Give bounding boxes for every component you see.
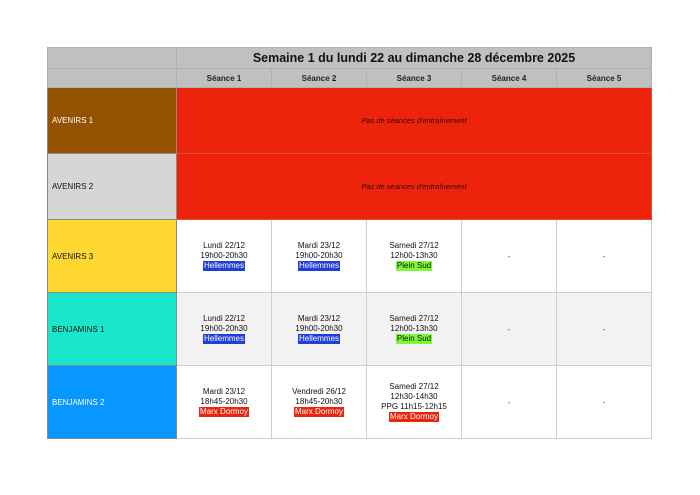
venue-badge: Hellemmes (203, 261, 244, 270)
header-corner-cell (48, 48, 177, 69)
session-day: Mardi 23/12 (297, 314, 341, 323)
session-day: Samedi 27/12 (389, 382, 439, 391)
session-day: Mardi 23/12 (202, 387, 246, 396)
session-cell (272, 293, 367, 366)
title-row (48, 48, 652, 69)
venue-badge: Hellemmes (298, 334, 339, 343)
venue-badge: Hellemmes (298, 261, 339, 270)
session-cell (177, 220, 272, 293)
session-day: Lundi 22/12 (203, 314, 245, 323)
week-title: Semaine 1 du lundi 22 au dimanche 28 décembre 2025 (177, 48, 652, 69)
session-time: 18h45-20h30 (200, 397, 248, 406)
session-day: Lundi 22/12 (203, 241, 245, 250)
session-time: 12h00-13h30 (390, 251, 438, 260)
session-time: 19h00-20h30 (200, 251, 248, 260)
no-session-cell: Pas de séances d'entraînement (177, 154, 652, 220)
seance-header-4: Séance 4 (462, 69, 557, 88)
header-corner-cell (48, 69, 177, 88)
session-day: Vendredi 26/12 (292, 387, 346, 396)
venue-badge: Hellemmes (203, 334, 244, 343)
empty-session-cell: - (462, 220, 557, 293)
group-label: AVENIRS 3 (48, 220, 177, 293)
empty-session-cell: - (462, 366, 557, 439)
venue-badge: Plein Sud (396, 334, 432, 343)
group-row-benjamins-1 (48, 293, 652, 366)
group-row-avenirs-1 (48, 88, 652, 154)
session-time: 12h00-13h30 (390, 324, 438, 333)
group-row-avenirs-3 (48, 220, 652, 293)
session-day: Samedi 27/12 (389, 241, 439, 250)
session-cell (367, 366, 462, 439)
group-label: AVENIRS 1 (48, 88, 177, 154)
group-label: AVENIRS 2 (48, 154, 177, 220)
group-row-avenirs-2 (48, 154, 652, 220)
empty-session-cell: - (557, 293, 652, 366)
session-day: Samedi 27/12 (389, 314, 439, 323)
no-session-cell: Pas de séances d'entraînement (177, 88, 652, 154)
training-schedule-table (47, 47, 652, 439)
session-cell (272, 366, 367, 439)
session-cell (367, 220, 462, 293)
empty-session-cell: - (557, 220, 652, 293)
session-time: 19h00-20h30 (295, 324, 343, 333)
venue-badge: Plein Sud (396, 261, 432, 270)
session-cell (177, 366, 272, 439)
seance-header-row (48, 69, 652, 88)
venue-badge: Marx Dormoy (389, 412, 438, 421)
group-label: BENJAMINS 1 (48, 293, 177, 366)
group-row-benjamins-2 (48, 366, 652, 439)
session-time: 19h00-20h30 (200, 324, 248, 333)
session-time: 19h00-20h30 (295, 251, 343, 260)
seance-header-3: Séance 3 (367, 69, 462, 88)
session-extra: PPG 11h15-12h15 (381, 402, 447, 411)
venue-badge: Marx Dormoy (294, 407, 343, 416)
seance-header-2: Séance 2 (272, 69, 367, 88)
seance-header-1: Séance 1 (177, 69, 272, 88)
session-time: 18h45-20h30 (295, 397, 343, 406)
empty-session-cell: - (462, 293, 557, 366)
empty-session-cell: - (557, 366, 652, 439)
session-cell (272, 220, 367, 293)
venue-badge: Marx Dormoy (199, 407, 248, 416)
session-time: 12h30-14h30 (390, 392, 438, 401)
session-cell (367, 293, 462, 366)
seance-header-5: Séance 5 (557, 69, 652, 88)
session-cell (177, 293, 272, 366)
session-day: Mardi 23/12 (297, 241, 341, 250)
group-label: BENJAMINS 2 (48, 366, 177, 439)
